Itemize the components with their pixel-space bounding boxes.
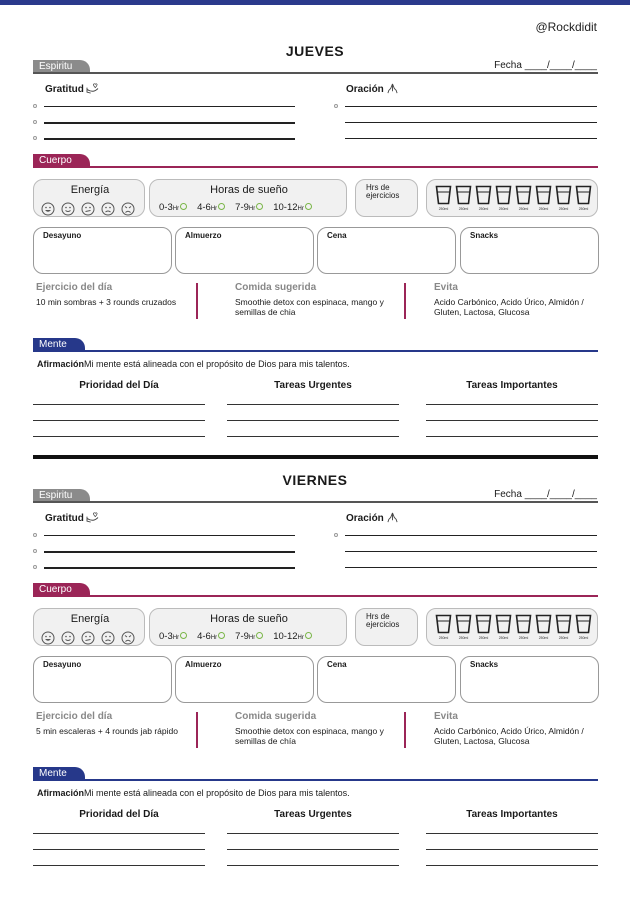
sleep-option[interactable] [197, 631, 225, 642]
gratitude-hands-heart-icon [86, 512, 99, 523]
water-glass-label: 250ml [498, 636, 509, 640]
column-divider [196, 283, 198, 319]
water-glass-icon[interactable] [575, 185, 592, 211]
day-title: JUEVES [285, 43, 345, 59]
urgentes-line-3[interactable] [227, 865, 399, 866]
water-glass-icon[interactable] [515, 185, 532, 211]
sleep-hours-label: Horas de sueño [210, 184, 288, 196]
importantes-line-3[interactable] [426, 865, 598, 866]
author-handle: @Rockdidit [535, 20, 597, 34]
exercise-hours-label: Hrs de ejercicios [366, 183, 400, 200]
sleep-option-unit: Hr [210, 206, 218, 212]
snacks-box[interactable] [460, 227, 599, 274]
water-glass-label: 250ml [558, 207, 569, 211]
radio-circle-icon[interactable] [305, 203, 312, 210]
energia-box [33, 179, 145, 217]
water-glass-icon[interactable] [435, 185, 452, 211]
face-happy-icon[interactable] [61, 202, 75, 216]
water-glass-icon[interactable] [575, 614, 592, 640]
sleep-option[interactable] [273, 631, 312, 642]
sleep-option-range: 10-12 [273, 631, 298, 642]
ejercicio-heading: Ejercicio del día [36, 711, 113, 722]
snacks-label: Snacks [470, 231, 499, 240]
sleep-option-range: 4-6 [197, 631, 211, 642]
prioridad-heading: Prioridad del Día [79, 809, 159, 820]
ejercicio-heading: Ejercicio del día [36, 282, 113, 293]
prioridad-heading: Prioridad del Día [79, 380, 159, 391]
face-very-happy-icon[interactable] [41, 631, 55, 645]
desayuno-box[interactable] [33, 656, 172, 703]
cena-box[interactable] [317, 656, 456, 703]
importantes-line-1[interactable] [426, 833, 598, 834]
water-glass-icon[interactable] [475, 614, 492, 640]
date-field[interactable]: Fecha ____/____/____ [494, 60, 597, 71]
water-tracker-box [426, 179, 598, 217]
oracion-label: Oración [346, 512, 399, 524]
day-title: VIERNES [282, 472, 348, 488]
sleep-option[interactable] [273, 202, 312, 213]
sleep-option-range: 7-9 [235, 631, 249, 642]
sleep-option-range: 10-12 [273, 202, 298, 213]
water-glass-label: 250ml [438, 636, 449, 640]
sleep-options [159, 202, 312, 213]
radio-circle-icon[interactable] [256, 632, 263, 639]
water-glass-label: 250ml [458, 636, 469, 640]
exercise-hours-label: Hrs de ejercicios [366, 612, 400, 629]
snacks-box[interactable] [460, 656, 599, 703]
section-tag-mente: Mente [33, 338, 85, 351]
prioridad-line-2[interactable] [33, 849, 205, 850]
sleep-option-range: 7-9 [235, 202, 249, 213]
top-accent-bar [0, 0, 630, 5]
sleep-option-unit: Hr [297, 206, 304, 212]
importantes-line-2[interactable] [426, 849, 598, 850]
section-tag-espiritu: Espiritu [33, 60, 90, 73]
gratitude-hands-heart-icon [86, 83, 99, 94]
section-line-cuerpo [33, 595, 598, 597]
urgentes-heading: Tareas Urgentes [274, 380, 352, 391]
list-bullet [334, 533, 338, 537]
ejercicio-text: 5 min escaleras + 4 rounds jab rápido [36, 726, 178, 736]
prioridad-line-3[interactable] [33, 865, 205, 866]
gratitud-line-3[interactable] [44, 567, 295, 569]
desayuno-label: Desayuno [43, 231, 82, 240]
list-bullet [334, 104, 338, 108]
sleep-option-range: 4-6 [197, 202, 211, 213]
gratitud-line-3[interactable] [44, 138, 295, 140]
sleep-option-range: 0-3 [159, 202, 173, 213]
section-line-mente [33, 779, 598, 781]
prioridad-line-3[interactable] [33, 436, 205, 437]
oracion-label: Oración [346, 83, 399, 95]
date-field[interactable]: Fecha ____/____/____ [494, 489, 597, 500]
sleep-hours-box [149, 179, 347, 217]
water-glass-label: 250ml [578, 636, 589, 640]
oracion-line-2[interactable] [345, 551, 597, 552]
sleep-hours-label: Horas de sueño [210, 613, 288, 625]
sleep-option-unit: Hr [172, 635, 180, 641]
importantes-line-1[interactable] [426, 404, 598, 405]
prioridad-line-2[interactable] [33, 420, 205, 421]
sleep-option-unit: Hr [248, 635, 256, 641]
water-glass-icon[interactable] [455, 185, 472, 211]
list-bullet [33, 104, 37, 108]
list-bullet [33, 136, 37, 140]
cena-label: Cena [327, 660, 347, 669]
water-glass-label: 250ml [538, 207, 549, 211]
almuerzo-box[interactable] [175, 227, 314, 274]
section-line-mente [33, 350, 598, 352]
column-divider [196, 712, 198, 748]
urgentes-line-2[interactable] [227, 849, 399, 850]
urgentes-line-1[interactable] [227, 833, 399, 834]
evita-heading: Evita [434, 282, 458, 293]
sleep-options [159, 631, 312, 642]
list-bullet [33, 120, 37, 124]
importantes-line-2[interactable] [426, 420, 598, 421]
sleep-option-unit: Hr [210, 635, 218, 641]
water-glass-icon[interactable] [475, 185, 492, 211]
radio-circle-icon[interactable] [218, 632, 225, 639]
sleep-option[interactable] [197, 202, 225, 213]
afirmacion: AfirmaciónMi mente está alineada con el propósito de Dios para mis talentos. [37, 788, 350, 798]
ejercicio-text: 10 min sombras + 3 rounds cruzados [36, 297, 177, 307]
water-glass-icon[interactable] [495, 185, 512, 211]
list-bullet [33, 565, 37, 569]
oracion-line-1[interactable] [345, 535, 597, 536]
face-happy-icon[interactable] [61, 631, 75, 645]
comida-text: Smoothie detox con espinaca, mango y semillas de chía [235, 726, 384, 746]
face-neutral-icon[interactable] [81, 202, 95, 216]
column-divider [404, 283, 406, 319]
importantes-line-3[interactable] [426, 436, 598, 437]
desayuno-box[interactable] [33, 227, 172, 274]
exercise-hours-box[interactable] [355, 608, 418, 646]
urgentes-line-1[interactable] [227, 404, 399, 405]
energia-label: Energía [70, 613, 110, 625]
exercise-hours-box[interactable] [355, 179, 418, 217]
face-sad-icon[interactable] [101, 631, 115, 645]
water-glass-icon[interactable] [535, 185, 552, 211]
energia-label: Energía [70, 184, 110, 196]
day-jueves [0, 43, 630, 483]
importantes-heading: Tareas Importantes [466, 380, 558, 391]
section-line-espiritu [33, 501, 598, 503]
importantes-heading: Tareas Importantes [466, 809, 558, 820]
radio-circle-icon[interactable] [180, 632, 187, 639]
evita-text: Acido Carbónico, Acido Úrico, Almidón / Gluten, Lactosa, Glucosa [434, 297, 584, 317]
face-very-happy-icon[interactable] [41, 202, 55, 216]
water-glass-icon[interactable] [435, 614, 452, 640]
gratitud-line-2[interactable] [44, 551, 295, 553]
afirmacion: AfirmaciónMi mente está alineada con el propósito de Dios para mis talentos. [37, 359, 350, 369]
snacks-label: Snacks [470, 660, 499, 669]
gratitud-label: Gratitud [45, 83, 99, 95]
sleep-option-range: 0-3 [159, 631, 173, 642]
sleep-hours-box [149, 608, 347, 646]
section-tag-espiritu: Espiritu [33, 489, 90, 502]
section-line-espiritu [33, 72, 598, 74]
praying-hands-icon [386, 83, 399, 94]
gratitud-line-2[interactable] [44, 122, 295, 124]
prioridad-line-1[interactable] [33, 404, 205, 405]
water-glass-icon[interactable] [495, 614, 512, 640]
sleep-option[interactable] [235, 631, 263, 642]
praying-hands-icon [386, 512, 399, 523]
water-glass-label: 250ml [438, 207, 449, 211]
water-glass-label: 250ml [478, 207, 489, 211]
urgentes-line-3[interactable] [227, 436, 399, 437]
gratitud-line-1[interactable] [44, 106, 295, 107]
radio-circle-icon[interactable] [305, 632, 312, 639]
urgentes-line-2[interactable] [227, 420, 399, 421]
sleep-option-unit: Hr [297, 635, 304, 641]
sleep-option-unit: Hr [172, 206, 180, 212]
water-glass-label: 250ml [558, 636, 569, 640]
water-glass-icon[interactable] [555, 185, 572, 211]
sleep-option[interactable] [159, 202, 187, 213]
evita-heading: Evita [434, 711, 458, 722]
comida-text: Smoothie detox con espinaca, mango y semillas de chia [235, 297, 384, 317]
water-glass-label: 250ml [518, 207, 529, 211]
section-line-cuerpo [33, 166, 598, 168]
cena-box[interactable] [317, 227, 456, 274]
oracion-line-3[interactable] [345, 138, 597, 139]
almuerzo-label: Almuerzo [185, 660, 222, 669]
water-glass-label: 250ml [458, 207, 469, 211]
water-glass-icon[interactable] [555, 614, 572, 640]
list-bullet [33, 533, 37, 537]
face-very-sad-icon[interactable] [121, 631, 135, 645]
section-tag-cuerpo: Cuerpo [33, 154, 90, 167]
water-glass-label: 250ml [518, 636, 529, 640]
radio-circle-icon[interactable] [218, 203, 225, 210]
column-divider [404, 712, 406, 748]
cena-label: Cena [327, 231, 347, 240]
water-glass-label: 250ml [498, 207, 509, 211]
oracion-line-2[interactable] [345, 122, 597, 123]
prioridad-line-1[interactable] [33, 833, 205, 834]
water-glass-icon[interactable] [535, 614, 552, 640]
sleep-option[interactable] [235, 202, 263, 213]
evita-text: Acido Carbónico, Acido Úrico, Almidón / Gluten, Lactosa, Glucosa [434, 726, 584, 746]
oracion-line-3[interactable] [345, 567, 597, 568]
day-separator [33, 455, 598, 459]
radio-circle-icon[interactable] [256, 203, 263, 210]
comida-heading: Comida sugerida [235, 711, 317, 722]
day-viernes [0, 472, 630, 900]
face-very-sad-icon[interactable] [121, 202, 135, 216]
radio-circle-icon[interactable] [180, 203, 187, 210]
sleep-option[interactable] [159, 631, 187, 642]
face-neutral-icon[interactable] [81, 631, 95, 645]
almuerzo-box[interactable] [175, 656, 314, 703]
water-glass-icon[interactable] [515, 614, 532, 640]
water-tracker-box [426, 608, 598, 646]
water-glass-icon[interactable] [455, 614, 472, 640]
water-cups [435, 185, 592, 211]
sleep-option-unit: Hr [248, 206, 256, 212]
oracion-line-1[interactable] [345, 106, 597, 107]
water-glass-label: 250ml [578, 207, 589, 211]
gratitud-label: Gratitud [45, 512, 99, 524]
water-cups [435, 614, 592, 640]
comida-heading: Comida sugerida [235, 282, 317, 293]
list-bullet [33, 549, 37, 553]
face-sad-icon[interactable] [101, 202, 115, 216]
desayuno-label: Desayuno [43, 660, 82, 669]
energia-box [33, 608, 145, 646]
urgentes-heading: Tareas Urgentes [274, 809, 352, 820]
gratitud-line-1[interactable] [44, 535, 295, 536]
water-glass-label: 250ml [538, 636, 549, 640]
section-tag-cuerpo: Cuerpo [33, 583, 90, 596]
water-glass-label: 250ml [478, 636, 489, 640]
section-tag-mente: Mente [33, 767, 85, 780]
almuerzo-label: Almuerzo [185, 231, 222, 240]
